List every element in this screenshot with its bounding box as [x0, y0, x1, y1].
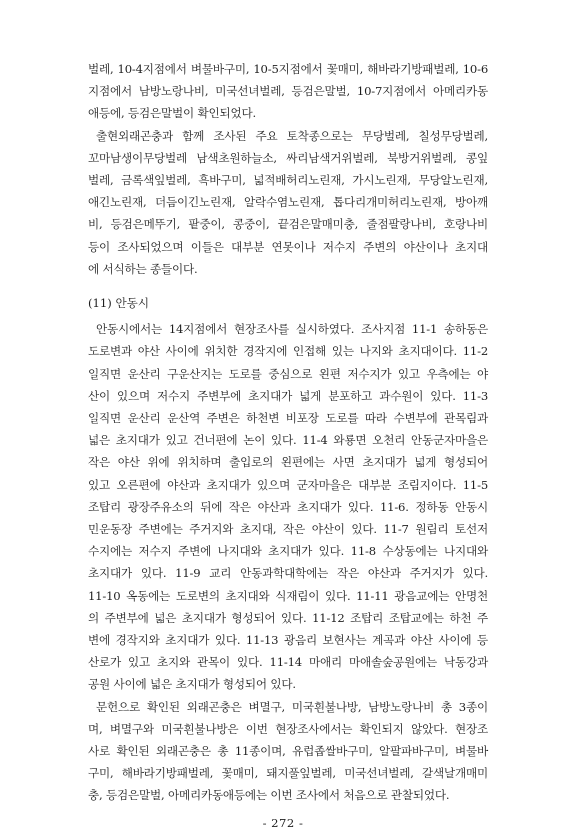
- text-line: 비, 등검은메뚜기, 팥중이, 콩중이, 끝검은말매미충, 줄점팔랑나비, 호랑나비: [88, 217, 488, 232]
- text-line: 꼬마남생이무당벌레 남색초원하늘소, 싸리남색거위벌레, 북방거위벌레, 콩잎: [88, 150, 488, 165]
- text-line: 며, 벼멸구와 미국흰불나방은 이번 현장조사에서는 확인되지 않았다. 현장조: [88, 721, 488, 736]
- text-line: 11-10 옥동에는 도로변의 초지대와 식재림이 있다. 11-11 광음교에는 안명천: [88, 588, 488, 603]
- text-line: 작은 야산 위에 위치하며 출입로의 왼편에는 사면 초지대가 넓게 형성되어: [88, 455, 488, 470]
- text-line: 있고 오른편에 야산과 초지대가 있으며 군자마을은 대부분 조림지이다. 11-5: [88, 477, 488, 492]
- text-line: 일직면 운산리 구운산지는 도로를 중심으로 왼편 저수지가 있고 우측에는 야: [88, 366, 488, 381]
- text-line: 수지에는 저수지 주변에 나지대와 초지대가 있다. 11-8 수상동에는 나지대와: [88, 544, 488, 559]
- text-line: 초지대가 있다. 11-9 교리 안동과학대학에는 작은 야산과 주거지가 있다.: [88, 566, 488, 581]
- text-line: 벌레, 10-4지점에서 벼물바구미, 10-5지점에서 꽃매미, 해바라기방패벌레, 10-6: [88, 62, 488, 76]
- text-line: 민운동장 주변에는 주거지와 초지대, 작은 야산이 있다. 11-7 원림리 토선저: [88, 522, 488, 536]
- text-line: 도로변과 야산 사이에 위치한 경작지에 인접해 있는 나지와 초지대이다. 11-2: [88, 344, 488, 359]
- text-line: 일직면 운산리 운산역 주변은 하천변 비포장 도로를 따라 수변부에 관목림과: [88, 411, 488, 425]
- text-line: 구미, 해바라기방패벌레, 꽃매미, 돼지풀잎벌레, 미국선녀벌레, 갈색날개매미: [88, 766, 488, 781]
- section-heading: (11) 안동시: [88, 296, 150, 310]
- text-line: 충, 등검은말벌, 아메리카동애등에는 이번 조사에서 처음으로 관찰되었다.: [88, 788, 450, 803]
- text-line: 에 서식하는 종들이다.: [88, 261, 198, 276]
- text-line: 지점에서 남방노랑나비, 미국선녀벌레, 등검은말벌, 10-7지점에서 아메리카동: [88, 84, 488, 99]
- text-line: 변에 경작지와 초지대가 있다. 11-13 광음리 보현사는 계곡과 야산 사이에 등: [88, 633, 488, 647]
- text-line: 문헌으로 확인된 외래곤충은 벼멸구, 미국흰불나방, 남방노랑나비 총 3종이: [96, 699, 488, 714]
- text-line: 의 주변부에 넓은 초지대가 형성되어 있다. 11-12 조탑리 조탑교에는 하천 주: [88, 610, 488, 625]
- text-line: 산이 있으며 저수지 주변부에 초지대가 넓게 분포하고 과수원이 있다. 11-3: [88, 388, 488, 403]
- text-line: 애긴노린재, 더듬이긴노린재, 알락수염노린재, 톱다리개미허리노린재, 방아깨: [88, 195, 488, 210]
- text-line: 조탑리 광장주유소의 뒤에 작은 야산과 초지대가 있다. 11-6. 정하동 안동시: [88, 499, 488, 514]
- text-line: 산로가 있고 초지와 관목이 있다. 11-14 마애리 마애솔숲공원에는 낙동강과: [88, 655, 488, 670]
- text-line: 안동시에서는 14지점에서 현장조사를 실시하였다. 조사지점 11-1 송하동은: [96, 322, 488, 337]
- text-line: 공원 사이에 넓은 초지대가 형성되어 있다.: [88, 677, 296, 692]
- text-line: 등이 조사되었으며 이들은 대부분 연못이나 저수지 주변의 야산이나 초지대: [88, 239, 488, 254]
- page-number: - 272 -: [262, 815, 304, 830]
- text-line: 벌레, 금록색잎벌레, 흑바구미, 넓적배허리노린재, 가시노린재, 무당알노린재,: [88, 173, 488, 187]
- text-line: 출현외래곤충과 함께 조사된 주요 토착종으로는 무당벌레, 칠성무당벌레,: [96, 128, 488, 143]
- text-line: 사로 확인된 외래곤충은 총 11종이며, 유럽좁쌀바구미, 알팔파바구미, 벼물바: [88, 744, 488, 758]
- text-line: 애등에, 등검은말벌이 확인되었다.: [88, 106, 256, 121]
- text-line: 넓은 초지대가 있고 건너편에 논이 있다. 11-4 와룡면 오천리 안동군자마을은: [88, 433, 488, 448]
